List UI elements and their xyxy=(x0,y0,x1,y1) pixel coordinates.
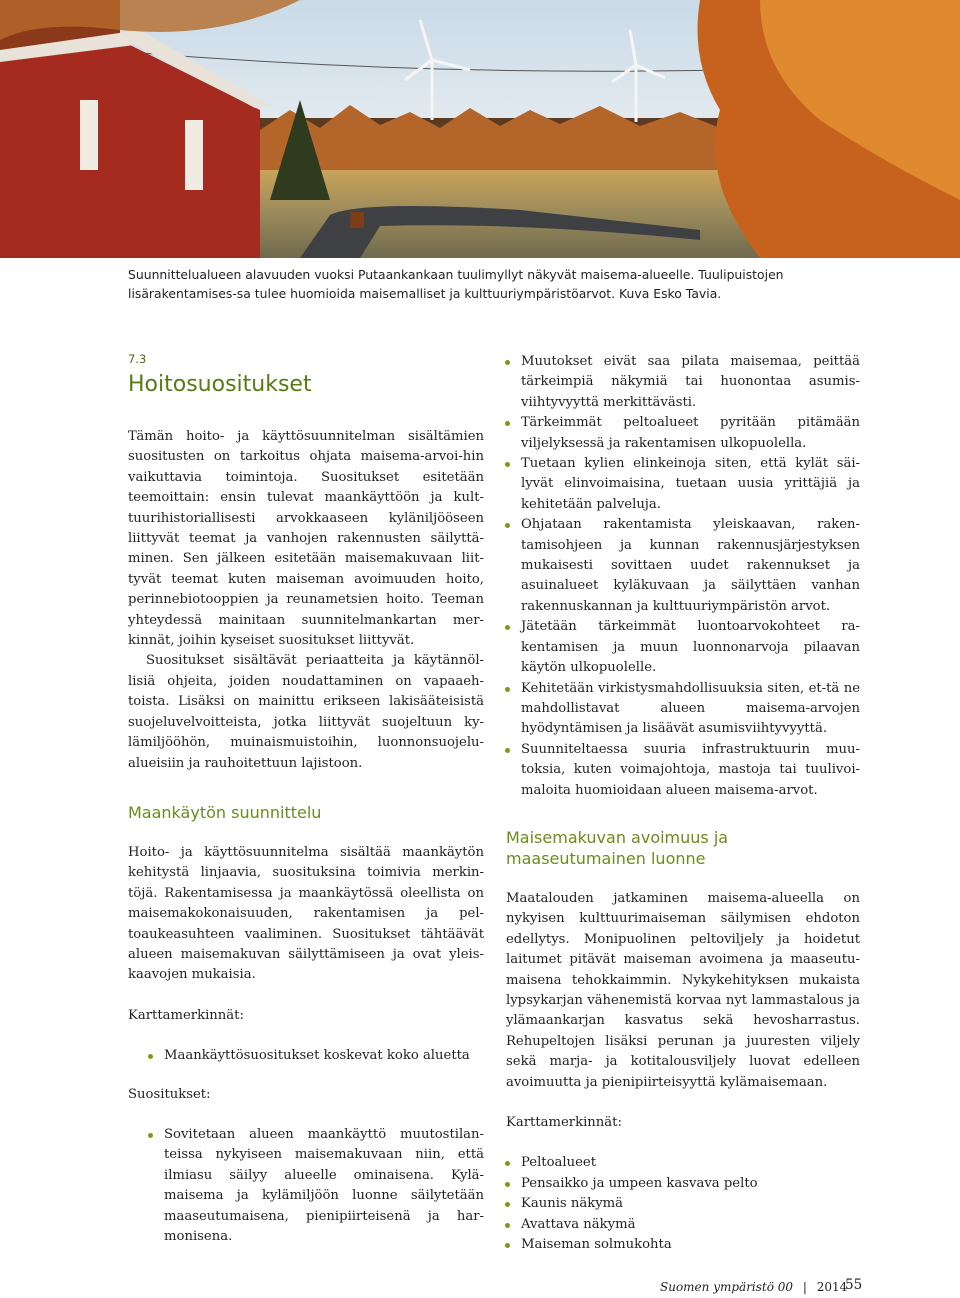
bullet-icon xyxy=(148,1054,153,1059)
land-use-paragraph: Hoito- ja käyttösuunnitelma sisältää maankäytön kehitystä linjaavia, suosituksina toimivia merkin-töjä. Rakentamisessa ja maankäytössä oleellista on maisemakokonaisuuden, rakentamisen ja pel-toaukeasuhteen vaaliminen. Suositukset tähtäävät alueen maisemakuvan säilyttämiseen ja ovat yleis-kaavojen mukaisia. xyxy=(128,844,484,983)
list-item xyxy=(485,1153,860,1173)
left-column xyxy=(128,352,484,1247)
bullet-icon xyxy=(505,748,510,753)
publication-name: Suomen ympäristö 00 xyxy=(660,1280,794,1294)
bullet-icon xyxy=(505,523,510,528)
bullet-icon xyxy=(505,625,510,630)
list-item xyxy=(485,1235,860,1255)
map-markings-list-right xyxy=(485,1153,860,1255)
bullet-icon xyxy=(505,687,510,692)
list-item-text: Pensaikko ja umpeen kasvava pelto xyxy=(521,1175,758,1191)
list-item xyxy=(485,413,860,454)
list-item xyxy=(485,679,860,740)
recommendations-list xyxy=(128,1125,484,1247)
list-item-text: Kehitetään virkistysmahdollisuuksia siten, et-tä ne mahdollistavat alueen maisema-arvojen hyödyntämisen ja lisäävät asumisviihtyvyyttä. xyxy=(521,680,860,737)
landscape-photo xyxy=(0,0,960,258)
bullet-icon xyxy=(505,1161,510,1166)
list-item-text: Tuetaan kylien elinkeinoja siten, että kylät säi-lyvät elinvoimaisina, tuetaan uusia yrittäjiä ja kehitetään palveluja. xyxy=(521,456,860,512)
list-item-text: Jätetään tärkeimmät luontoarvokohteet ra-kentamisen ja muun luonnonarvoja pilaavan käytön ulkopuolelle. xyxy=(521,619,860,676)
page-number: 55 xyxy=(845,1277,863,1293)
right-column xyxy=(506,352,860,1255)
bullet-icon xyxy=(505,1243,510,1248)
list-item-text: Ohjataan rakentamista yleiskaavan, raken-tamisohjeen ja kunnan rakennusjärjestyksen mukaisesti sovittaen uudet rakennukset ja asuinalueet kyläkuvaan ja säilyttäen vanhan rakennuskannan ja kulttuuriympäristön arvot. xyxy=(521,517,860,614)
list-item-text: Muutokset eivät saa pilata maisemaa, peittää tärkeimpiä näkymiä tai huonontaa asumis-viihtyvyyttä merkittävästi. xyxy=(521,354,860,410)
list-item-text: Maiseman solmukohta xyxy=(521,1237,672,1253)
subsection-title-openness: Maisemakuvan avoimuus ja maaseutumainen luonne xyxy=(506,827,729,868)
list-item xyxy=(485,454,860,515)
list-item-text: Kaunis näkymä xyxy=(521,1196,624,1212)
list-item-text: Maankäyttösuositukset koskevat koko aluetta xyxy=(164,1048,470,1064)
intro-paragraph-1: Tämän hoito- ja käyttösuunnitelman sisältämien suositusten on tarkoitus ohjata maisema-arvoi-hin vaikuttavia toimintoja. Suositukset esitetään teemoittain: ensin tulevat maankäyttöön ja kult-tuurihistoriallisesti arvokkaaseen kyläniljööseen liittyvät teemat ja vanhojen rakennusten säilyttä-minen. Sen jälkeen esitetään maisemakuvaan liit-tyvät teemat kuten maiseman avoimuuden hoito, perinnebiotooppien ja reunametsien hoito. Teeman yhteydessä mainitaan suunnitelmankartan mer-kinnät, joihin kyseiset suositukset liittyvät. xyxy=(128,429,484,649)
map-markings-list xyxy=(128,1046,484,1066)
list-item-text: Avattava näkymä xyxy=(521,1216,636,1232)
list-item-text: Tärkeimmät peltoalueet pyritään pitämään viljelyksessä ja rakentamisen ulkopuolella. xyxy=(521,415,860,451)
bullet-icon xyxy=(505,1223,510,1228)
bullet-icon xyxy=(505,1182,510,1187)
bullet-icon xyxy=(505,360,510,365)
bullet-icon xyxy=(505,421,510,426)
section-number: 7.3 xyxy=(128,352,147,366)
map-markings-label: Karttamerkinnät: xyxy=(128,1007,244,1023)
list-item xyxy=(485,1194,860,1214)
bullet-icon xyxy=(505,1202,510,1207)
page-footer xyxy=(660,1280,847,1294)
bullet-icon xyxy=(505,462,510,467)
bullet-icon xyxy=(148,1133,153,1138)
list-item xyxy=(485,617,860,678)
recommendations-label: Suositukset: xyxy=(128,1086,211,1102)
list-item xyxy=(128,1046,484,1066)
list-item xyxy=(485,1174,860,1194)
openness-paragraph: Maatalouden jatkaminen maisema-alueella on nykyisen kulttuurimaiseman säilymisen ehdoton edellytys. Monipuolinen peltoviljely ja hoidetut laitumet pitävät maiseman avoimena ja maaseutu-maisena tehokkaimmin. Nykykehityksen mukaista lypsykarjan vähenemistä korvaa nyt lammastalous ja ylämaankarjan kasvatus sekä hevosharrastus. Rehupeltojen lisäksi perunan ja juuresten viljely sekä marja- ja kotitalousviljely luovat edelleen avoimuutta ja pienipiirteisyyttä kylämaisemaan. xyxy=(506,890,860,1090)
list-item-text: Sovitetaan alueen maankäyttö muutostilan-teissa nykyiseen maisemakuvaan niin, että ilmiasu säilyy alueelle ominaisena. Kylä-maisema ja kylämiljöön luonne säilytetään maaseutumaisena, pienipiirteisenä ja har-monisena. xyxy=(164,1126,484,1244)
subsection-title-land-use: Maankäytön suunnittelu xyxy=(128,802,322,822)
footer-separator: | xyxy=(802,1280,807,1294)
publication-year: 2014 xyxy=(816,1280,848,1294)
list-item xyxy=(485,352,860,413)
list-item-text: Peltoalueet xyxy=(521,1155,597,1171)
landscape-illustration xyxy=(0,0,960,258)
list-item xyxy=(485,740,860,801)
map-markings-label-right: Karttamerkinnät: xyxy=(506,1115,622,1130)
list-item xyxy=(128,1125,484,1247)
photo-caption: Suunnittelualueen alavuuden vuoksi Putaankankaan tuulimyllyt näkyvät maisema-alueelle. Tuulipuistojen lisärakentamises-sa tulee huomioida maisemalliset ja kulttuuriympäristöarvot. Kuva Esko Tavia. xyxy=(128,267,784,301)
list-item xyxy=(485,515,860,617)
section-title: Hoitosuositukset xyxy=(128,372,312,397)
intro-paragraph-2: Suositukset sisältävät periaatteita ja käytännöl-lisiä ohjeita, joiden noudattaminen on vapaaeh-toista. Lisäksi on mainittu erikseen lakisääteisistä suojeluvelvoitteista, jotka liittyvät suojeltuun ky-lämiljööhön, muinaismuistoihin, luonnonsuojelu-alueisiin ja rauhoitettuun lajistoon. xyxy=(128,653,484,771)
list-item-text: Suunniteltaessa suuria infrastruktuurin muu-toksia, kuten voimajohtoja, mastoja tai tuulivoi-maloita huomioidaan alueen maisema-arvot. xyxy=(521,741,860,798)
principles-list xyxy=(485,352,860,801)
list-item xyxy=(485,1215,860,1235)
